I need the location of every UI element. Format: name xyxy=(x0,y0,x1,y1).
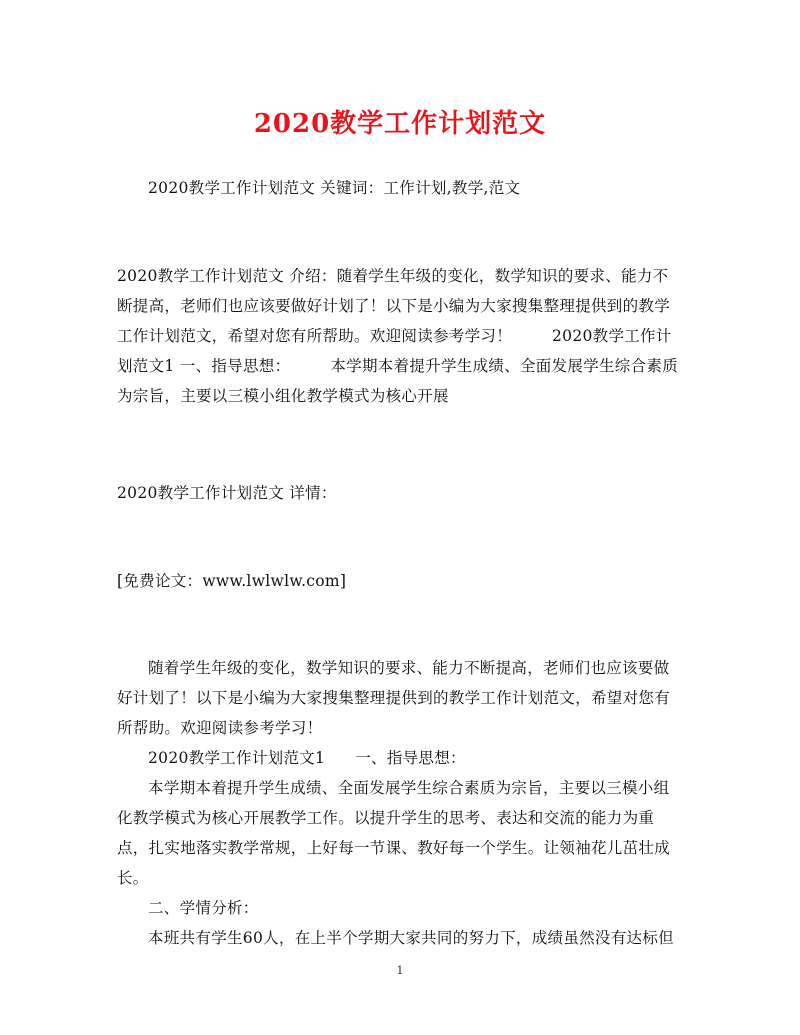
page-title: 2020教学工作计划范文 xyxy=(253,109,547,139)
body-paragraph: 本班共有学生60人，在上半个学期大家共同的努力下，成绩虽然没有达标但 xyxy=(148,929,674,947)
intro-paragraph xyxy=(117,261,683,411)
intro-plan-heading: 2020教学工作计划范文1 一、指导思想： xyxy=(117,327,672,375)
body-paragraph: 本学期本着提升学生成绩、全面发展学生综合素质为宗旨，主要以三模小组化教学模式为核心开展教学工作。以提升学生的思考、表达和交流的能力为重点，扎实地落实教学常规，上好每一节课、教好每一个学生。让领袖花儿茁壮成长。 xyxy=(117,779,671,887)
details-line: 2020教学工作计划范文 详情： xyxy=(117,484,337,502)
source-line: [免费论文：www.lwlwlw.com] xyxy=(117,572,347,590)
body-paragraph: 随着学生年级的变化，数学知识的要求、能力不断提高，老师们也应该要做好计划了！以下是小编为大家搜集整理提供到的教学工作计划范文，希望对您有所帮助。欢迎阅读参考学习！ xyxy=(117,659,671,737)
intro-text: 2020教学工作计划范文 介绍：随着学生年级的变化，数学知识的要求、能力不断提高，老师们也应该要做好计划了！以下是小编为大家搜集整理提供到的教学工作计划范文，希望对您有所帮助。欢迎阅读参考学习！ xyxy=(117,267,671,345)
body-plan-heading-row xyxy=(117,743,683,773)
body-section xyxy=(117,653,683,953)
page-number: 1 xyxy=(396,964,404,977)
plan-title: 2020教学工作计划范文1 xyxy=(148,749,326,767)
keywords-line: 2020教学工作计划范文 关键词：工作计划,教学,范文 xyxy=(148,179,521,197)
section-heading-analysis: 二、学情分析： xyxy=(148,899,259,917)
section-heading-guiding: 一、指导思想： xyxy=(355,749,466,767)
intro-excerpt: 本学期本着提升学生成绩、全面发展学生综合素质为宗旨，主要以三模小组化教学模式为核心开展 xyxy=(117,357,678,405)
